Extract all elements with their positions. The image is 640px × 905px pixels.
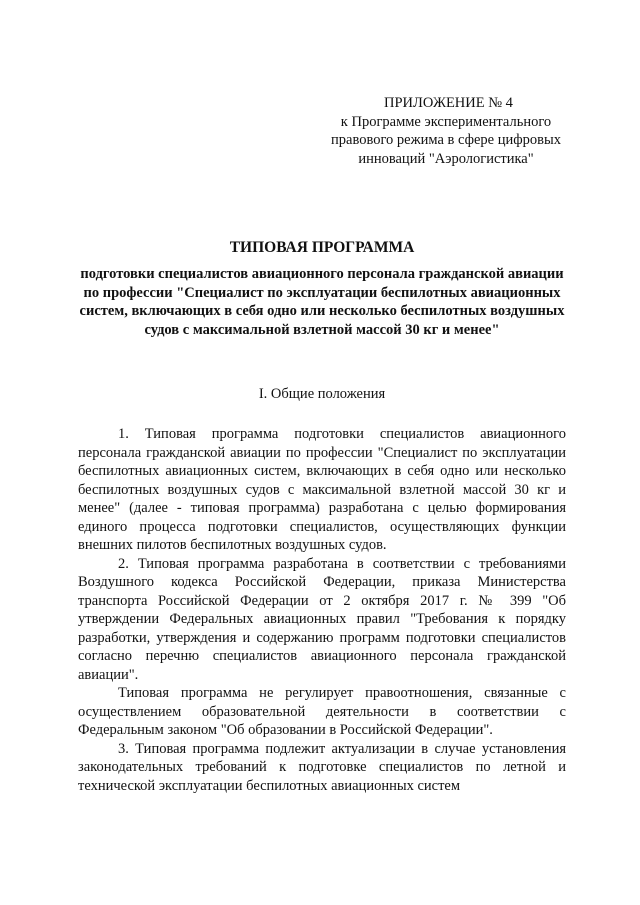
appendix-heading: ПРИЛОЖЕНИЕ № 4 xyxy=(384,95,513,111)
paragraph: Типовая программа не регулирует правоотношения, связанные с осуществлением образовательной деятельности в соответствии с Федеральным законом "Об образовании в Российской Федерации". xyxy=(78,685,566,738)
appendix-block xyxy=(320,94,572,168)
section-heading: I. Общие положения xyxy=(258,386,386,402)
document-body xyxy=(78,425,566,795)
appendix-subtitle: к Программе экспериментального правового режима в сфере цифровых инноваций "Аэрологистика" xyxy=(331,113,561,167)
paragraph: 3. Типовая программа подлежит актуализации в случае установления законодательных требований к подготовке специалистов по летной и технической эксплуатации беспилотных авиационных систем xyxy=(78,740,566,794)
paragraph: 1. Типовая программа подготовки специалистов авиационного персонала гражданской авиации по профессии "Специалист по эксплуатации беспилотных авиационных систем, включающих в себя одно или несколько беспилотных воздушных судов с максимальной взлетной массой 30 кг и менее" (далее - типовая программа) разработана с целью формирования единого процесса подготовки специалистов, осуществляющих функции внешних пилотов беспилотных воздушных судов. xyxy=(78,426,566,553)
document-subtitle: подготовки специалистов авиационного персонала гражданской авиации по профессии "Специалист по эксплуатации беспилотных авиационных систем, включающих в себя одно или несколько беспилотных воздушных судов с максимальной взлетной массой 30 кг и менее" xyxy=(79,266,565,338)
document-title-block xyxy=(78,237,566,339)
paragraph: 2. Типовая программа разработана в соответствии с требованиями Воздушного кодекса Российской Федерации, приказа Министерства транспорта Российской Федерации от 2 октября 2017 г. № 399 "Об утверждении Федеральных авиационных правил "Требования к порядку разработки, утверждения и содержанию программ подготовки специалистов согласно перечню специалистов авиационного персонала гражданской авиации". xyxy=(78,555,566,683)
document-title: ТИПОВАЯ ПРОГРАММА xyxy=(229,239,415,256)
